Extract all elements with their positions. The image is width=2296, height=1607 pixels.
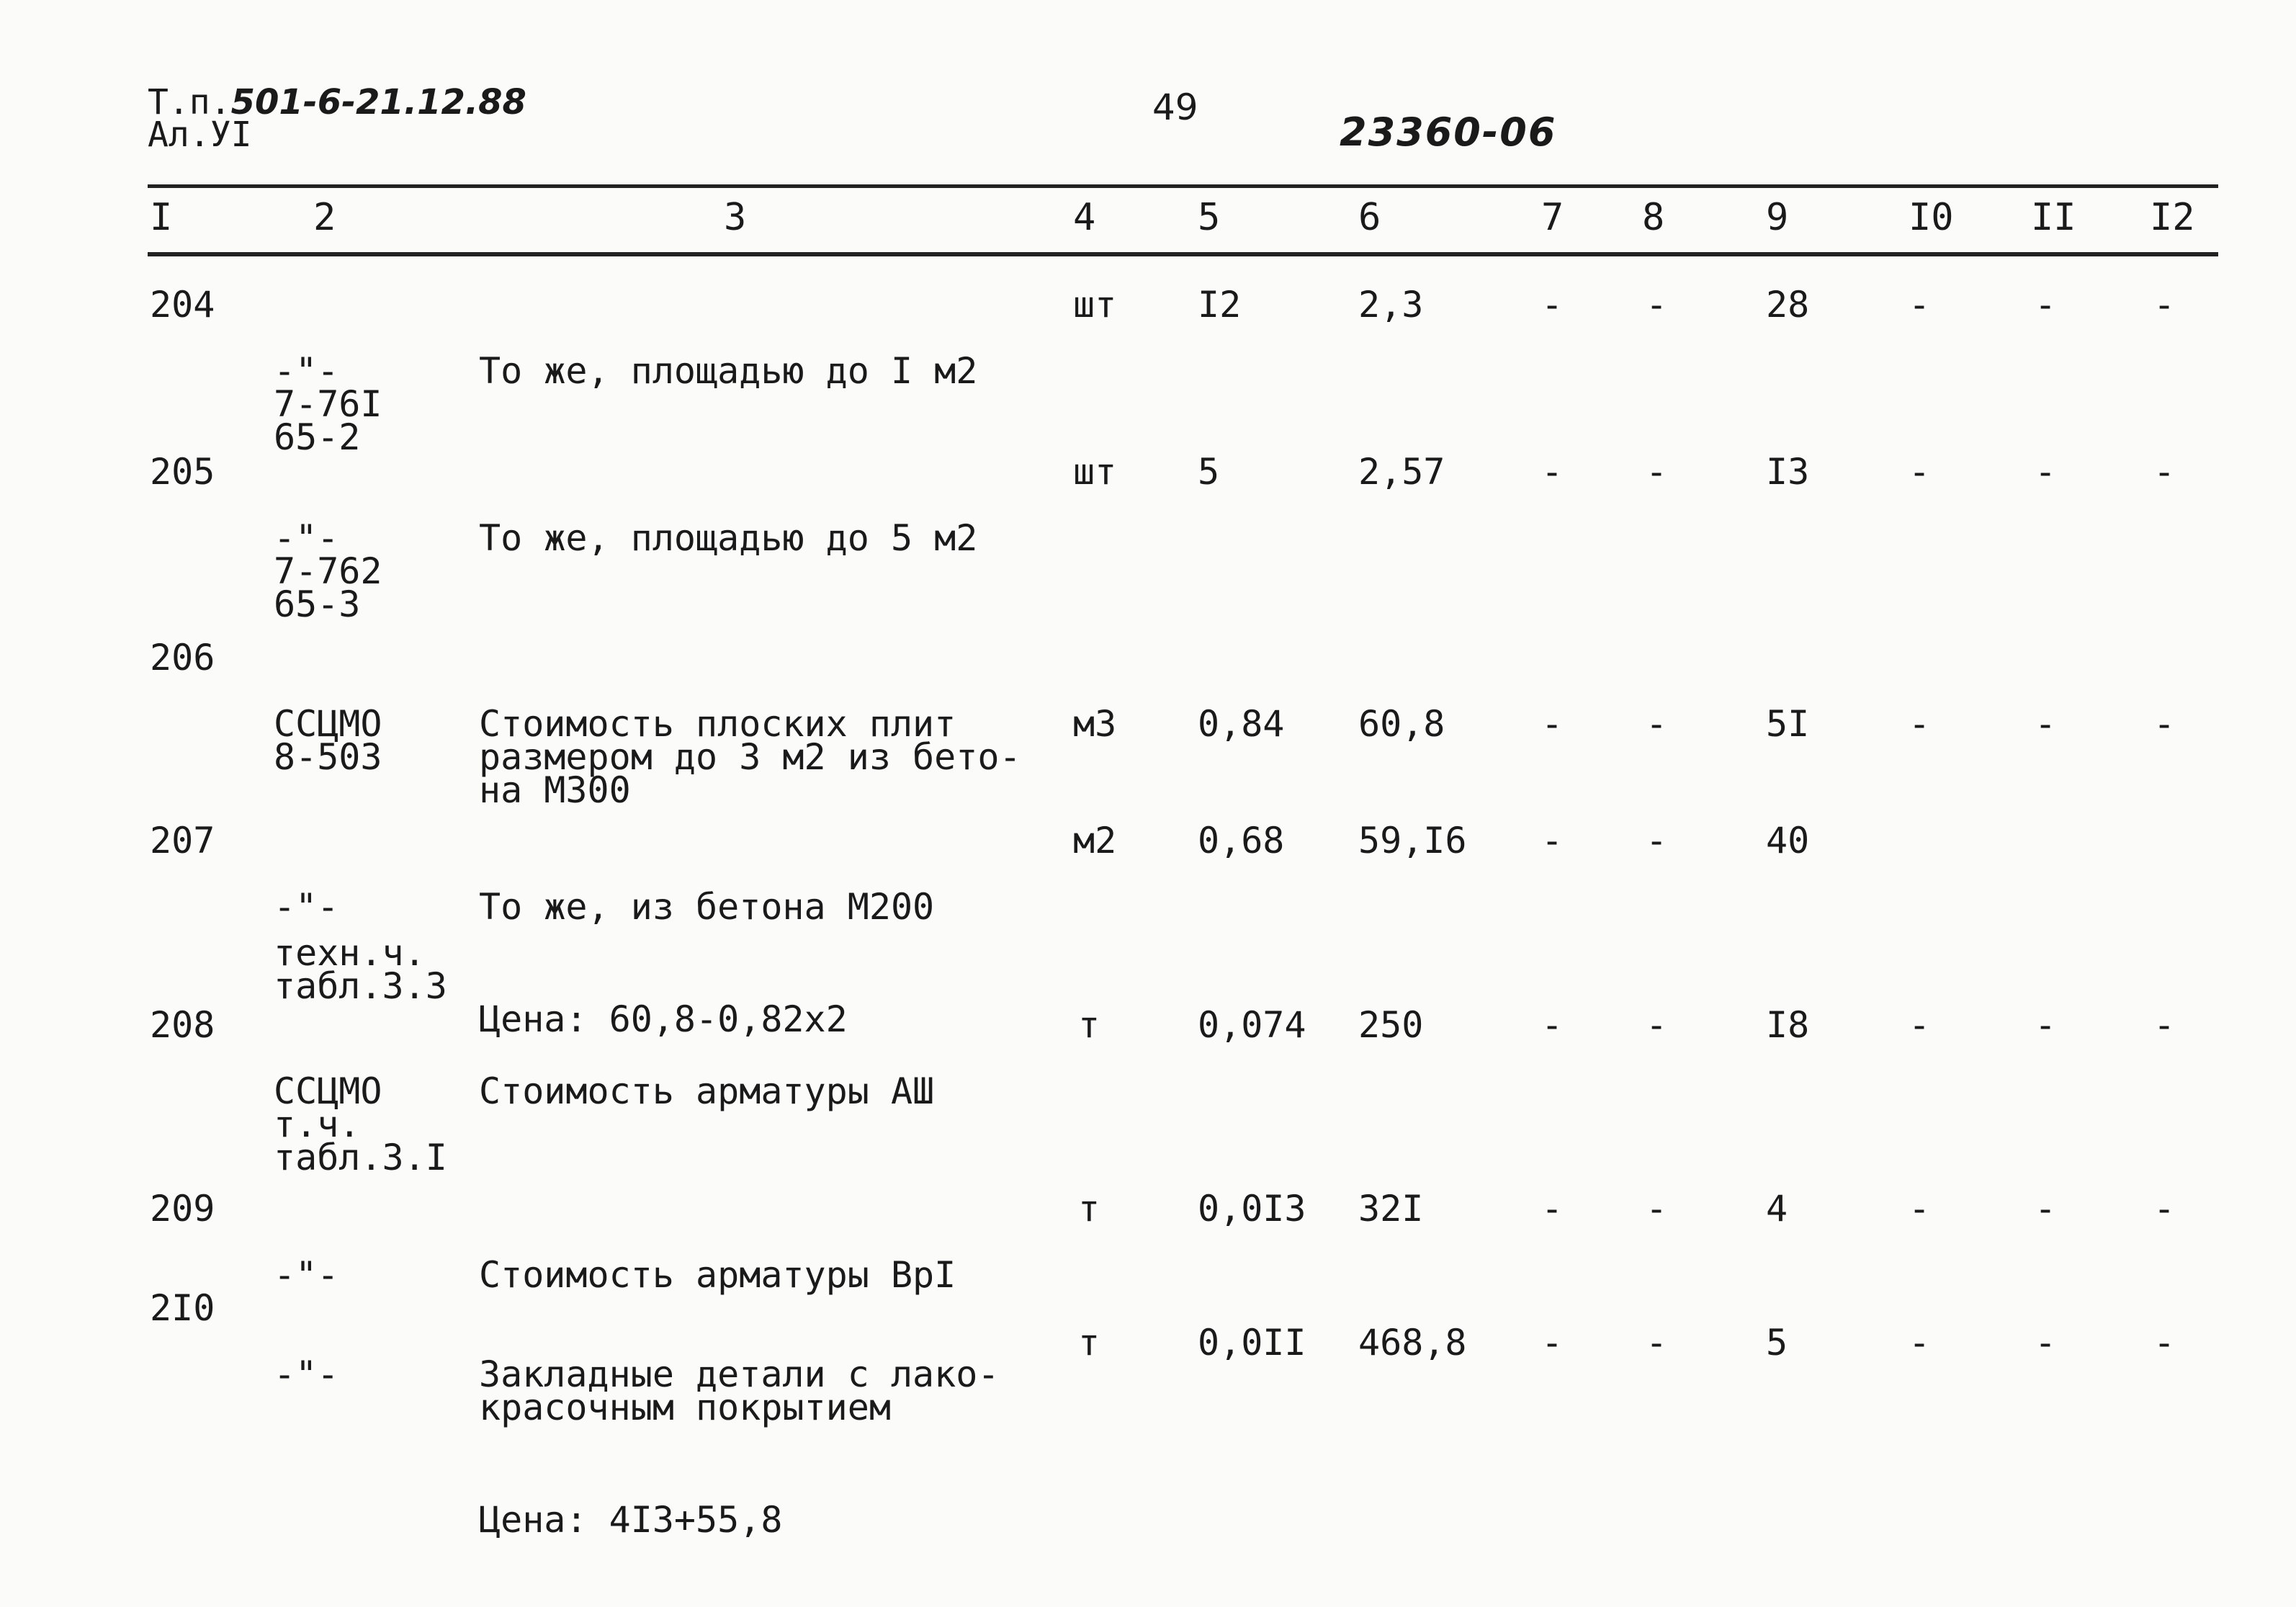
row-col7: - <box>1541 703 1564 745</box>
row-col8: - <box>1646 1188 1668 1230</box>
row-col8: - <box>1646 703 1668 745</box>
row-unit-price: 2,3 <box>1358 284 1424 326</box>
row-col7: - <box>1541 284 1564 326</box>
row-col10: - <box>1909 1004 1931 1046</box>
row-col10: - <box>1909 1322 1931 1364</box>
row-quantity: 5 <box>1198 451 1220 493</box>
row-reference: -"- техн.ч. табл.3.3 <box>274 886 447 1007</box>
column-header: I2 <box>2150 196 2195 239</box>
row-col8: - <box>1646 1322 1668 1364</box>
row-unit: шт <box>1073 451 1117 493</box>
document-designation <box>148 82 526 122</box>
row-col8: - <box>1646 1004 1668 1046</box>
column-header: I <box>150 196 173 239</box>
row-price-note: Цена: 60,8-0,82х2 <box>479 998 848 1040</box>
row-unit-price: 250 <box>1358 1004 1424 1046</box>
row-number: 207 <box>150 820 215 861</box>
column-header: 2 <box>313 196 336 239</box>
column-header: 6 <box>1358 196 1381 239</box>
row-reference: -"- <box>274 1353 339 1395</box>
row-col11: - <box>2035 284 2057 326</box>
row-description: Стоимость плоских плит размером до 3 м2 из бето- на М300 <box>479 703 1021 811</box>
row-reference: ССЦМО 8-503 <box>274 703 382 778</box>
row-description: То же, площадью до 5 м2 <box>479 517 978 559</box>
row-unit: т <box>1078 1322 1100 1364</box>
document-code: 23360-06 <box>1340 109 1557 155</box>
row-unit-price: 468,8 <box>1358 1322 1467 1364</box>
row-col11: - <box>2035 451 2057 493</box>
row-number: 206 <box>150 637 215 679</box>
row-quantity: 0,68 <box>1198 820 1285 861</box>
row-col11: - <box>2035 1188 2057 1230</box>
row-col9: 5I <box>1766 703 1810 745</box>
row-number: 2I0 <box>150 1287 215 1329</box>
column-header: II <box>2031 196 2076 239</box>
row-quantity: 0,0I3 <box>1198 1188 1306 1230</box>
row-number: 204 <box>150 284 215 326</box>
row-description: То же, площадью до I м2 <box>479 350 978 392</box>
column-header: 8 <box>1642 196 1665 239</box>
row-col9: I3 <box>1766 451 1810 493</box>
row-col8: - <box>1646 820 1668 861</box>
column-header: I0 <box>1909 196 1954 239</box>
row-col10: - <box>1909 284 1931 326</box>
row-description: То же, из бетона М200 Цена: 60,8-0,82х2 <box>479 886 935 1040</box>
row-unit: т <box>1078 1004 1100 1046</box>
table-header-rule <box>148 252 2218 256</box>
document-designation-prefix: Т.п. <box>148 82 231 122</box>
row-price-note: Цена: 4I3+55,8 <box>479 1499 783 1541</box>
column-header: 7 <box>1541 196 1564 239</box>
row-number: 205 <box>150 451 215 493</box>
row-col10: - <box>1909 1188 1931 1230</box>
row-col7: - <box>1541 451 1564 493</box>
row-col12: - <box>2153 451 2176 493</box>
row-col11: - <box>2035 703 2057 745</box>
row-unit-price: 2,57 <box>1358 451 1445 493</box>
row-col9: I8 <box>1766 1004 1810 1046</box>
row-number: 208 <box>150 1004 215 1046</box>
table-row <box>0 451 2296 625</box>
column-header: 5 <box>1198 196 1221 239</box>
column-header: 3 <box>724 196 747 239</box>
table-top-rule <box>148 184 2218 188</box>
row-unit-price: 60,8 <box>1358 703 1445 745</box>
row-col7: - <box>1541 820 1564 861</box>
row-col9: 4 <box>1766 1188 1788 1230</box>
row-description: Стоимость арматуры АШ <box>479 1070 935 1112</box>
row-number: 209 <box>150 1188 215 1230</box>
page-number: 49 <box>1152 86 1198 128</box>
row-col8: - <box>1646 451 1668 493</box>
row-unit: шт <box>1073 284 1117 326</box>
row-quantity: 0,84 <box>1198 703 1285 745</box>
table-row <box>0 1188 2296 1296</box>
row-col10: - <box>1909 703 1931 745</box>
row-col12: - <box>2153 1322 2176 1364</box>
row-unit-price: 32I <box>1358 1188 1424 1230</box>
album-number: Ал.УI <box>148 115 252 155</box>
row-unit-price: 59,I6 <box>1358 820 1467 861</box>
row-col12: - <box>2153 703 2176 745</box>
row-col8: - <box>1646 284 1668 326</box>
row-col7: - <box>1541 1322 1564 1364</box>
row-reference: -"- <box>274 1254 339 1296</box>
row-col11: - <box>2035 1322 2057 1364</box>
row-col9: 40 <box>1766 820 1810 861</box>
table-row <box>0 637 2296 811</box>
row-col12: - <box>2153 1188 2176 1230</box>
row-col11: - <box>2035 1004 2057 1046</box>
row-unit: т <box>1078 1188 1100 1230</box>
row-description: Закладные детали с лако- красочным покрытием Цена: 4I3+55,8 <box>479 1353 1000 1541</box>
row-quantity: I2 <box>1198 284 1242 326</box>
row-col9: 5 <box>1766 1322 1788 1364</box>
row-reference: -"- 7-76I 65-2 <box>274 350 382 458</box>
row-col9: 28 <box>1766 284 1810 326</box>
row-quantity: 0,074 <box>1198 1004 1306 1046</box>
table-row <box>0 284 2296 458</box>
row-reference: -"- 7-762 65-3 <box>274 517 382 625</box>
row-reference: ССЦМО т.ч. табл.3.I <box>274 1070 447 1178</box>
column-header: 9 <box>1766 196 1789 239</box>
column-header: 4 <box>1073 196 1096 239</box>
row-unit: м3 <box>1073 703 1117 745</box>
row-col12: - <box>2153 1004 2176 1046</box>
row-description: Стоимость арматуры ВрI <box>479 1254 956 1296</box>
table-row <box>0 1287 2296 1541</box>
row-unit: м2 <box>1073 820 1117 861</box>
row-col7: - <box>1541 1188 1564 1230</box>
row-col12: - <box>2153 284 2176 326</box>
row-col10: - <box>1909 451 1931 493</box>
row-quantity: 0,0II <box>1198 1322 1306 1364</box>
document-designation-handwritten: 501-6-21.12.88 <box>230 82 526 122</box>
row-col7: - <box>1541 1004 1564 1046</box>
